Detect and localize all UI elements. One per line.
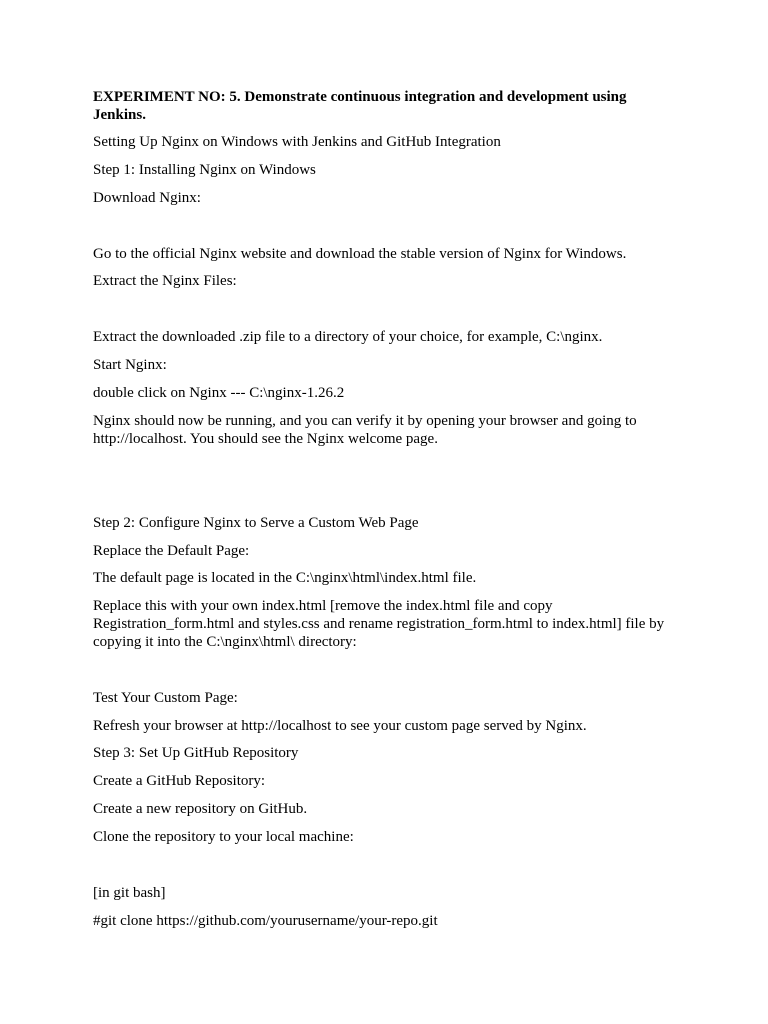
- step-heading: Step 3: Set Up GitHub Repository: [93, 745, 299, 761]
- paragraph: Replace the Default Page:: [93, 543, 250, 559]
- paragraph: Test Your Custom Page:: [93, 690, 238, 706]
- step-heading: Step 1: Installing Nginx on Windows: [93, 162, 316, 178]
- experiment-title: EXPERIMENT NO: 5. Demonstrate continuous integration and development using Jenkins.: [93, 89, 627, 123]
- paragraph: Go to the official Nginx website and download the stable version of Nginx for Windows.: [93, 246, 627, 262]
- paragraph: Nginx should now be running, and you can verify it by opening your browser and going to http://localhost. You should see the Nginx welcome page.: [93, 413, 637, 447]
- paragraph: Extract the Nginx Files:: [93, 273, 237, 289]
- paragraph: Start Nginx:: [93, 357, 167, 373]
- paragraph: Clone the repository to your local machine:: [93, 829, 354, 845]
- section-heading: Setting Up Nginx on Windows with Jenkins and GitHub Integration: [93, 134, 501, 150]
- code-line: #git clone https://github.com/yourusername/your-repo.git: [93, 913, 438, 929]
- paragraph: The default page is located in the C:\nginx\html\index.html file.: [93, 570, 477, 586]
- step-heading: Step 2: Configure Nginx to Serve a Custom Web Page: [93, 515, 419, 531]
- paragraph: Create a new repository on GitHub.: [93, 801, 308, 817]
- paragraph: Extract the downloaded .zip file to a directory of your choice, for example, C:\nginx.: [93, 329, 603, 345]
- paragraph: [in git bash]: [93, 885, 166, 901]
- paragraph: Replace this with your own index.html [remove the index.html file and copy Registration_form.html and styles.css and rename registration_form.html to index.html] file by copying it into the C:\nginx\html\ directory:: [93, 598, 665, 650]
- paragraph: double click on Nginx --- C:\nginx-1.26.2: [93, 385, 345, 401]
- paragraph: Create a GitHub Repository:: [93, 773, 266, 789]
- paragraph: Refresh your browser at http://localhost to see your custom page served by Nginx.: [93, 718, 587, 734]
- paragraph: Download Nginx:: [93, 190, 201, 206]
